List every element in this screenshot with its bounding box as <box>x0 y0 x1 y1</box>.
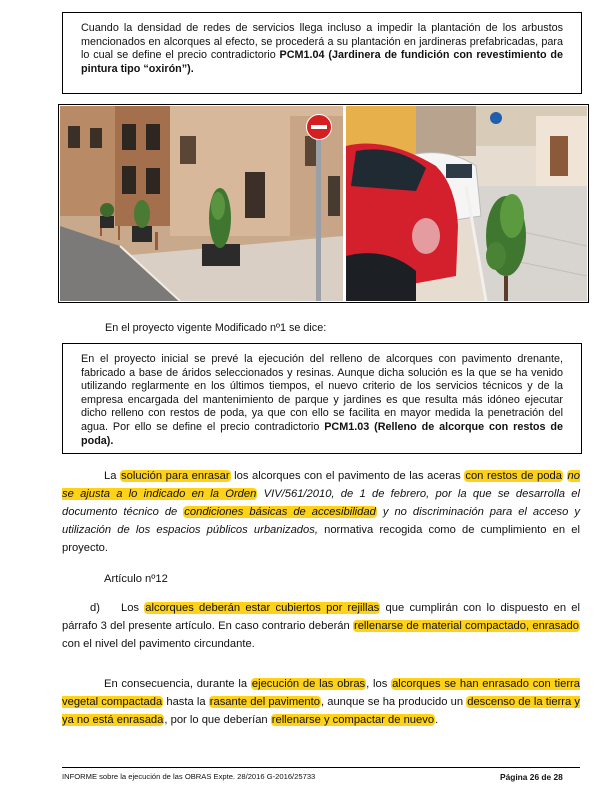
photo-parked-cars-shrub <box>346 106 587 301</box>
quoted-box <box>62 343 582 454</box>
price-code: PCM1.03 <box>324 420 370 433</box>
footer-left: INFORME sobre la ejecución de las OBRAS Expte. 28/2016 G-2016/25733 <box>62 772 316 781</box>
highlight: alcorques se han enrasado con tierra vegetal compactada <box>62 678 580 708</box>
highlight: descenso de la tierra y ya no está enrasada <box>62 696 580 726</box>
article-paragraph: d) Los alcorques deberán estar cubiertos por rejillas que cumplirán con lo dispuesto en el párrafo 3 del presente artículo. En caso contrario deberán rellenarse de material compactado, enrasado con el nivel del pavimento circundante. <box>62 602 580 650</box>
cars-scene-drawing <box>346 106 587 301</box>
highlight: rasante del pavimento <box>209 696 320 708</box>
highlight: alcorques deberán estar cubiertos por rejillas <box>145 602 380 614</box>
highlight: rellenarse de material compactado, enrasado <box>353 620 580 632</box>
paragraph-consequence: En consecuencia, durante la ejecución de las obras, los alcorques se han enrasado con tierra vegetal compactada hasta la rasante del pavimento, aunque se ha producido un descenso de la tierra y ya no está enrasada, por lo que deberían rellenarse y compactar de nuevo. <box>62 678 580 726</box>
price-description: (Jardinera de fundición con revestimiento de pintura tipo “oxirón”). <box>81 49 563 75</box>
footer-rule <box>62 767 580 768</box>
page-number: Página 26 de 28 <box>500 772 563 782</box>
highlight: con restos de poda <box>465 470 562 482</box>
street-scene-drawing <box>60 106 343 301</box>
top-note-text: Cuando la densidad de redes de servicios llega incluso a impedir la plantación de los arbustos mencionados en alcorques al efecto, se procederá a su plantación en jardineras prefabricadas, para lo cual se define el precio contradictorio PCM1.04 (Jardinera de fundición con revestimiento de pintura tipo “oxirón”). <box>81 22 563 75</box>
highlight: rellenarse y compactar de nuevo <box>271 714 435 726</box>
paragraph-accessibility: La solución para enrasar los alcorques con el pavimento de las aceras con restos de poda no se ajusta a lo indicado en la Orden VIV/561/2010, de 1 de febrero, por la que se desarrolla el documento técnico de condiciones básicas de accesibilidad y no discriminación para el acceso y utilización de los espacios públicos urbanizados, normativa recogida como de cumplimiento en el proyecto. <box>62 470 580 554</box>
highlight: solución para enrasar <box>121 470 230 482</box>
intro-line: En el proyecto vigente Modificado nº1 se dice: <box>105 322 327 334</box>
photo-street-planters <box>60 106 343 301</box>
no-entry-sign-icon <box>306 114 332 140</box>
highlight: condiciones básicas de accesibilidad <box>184 506 376 518</box>
highlight: ejecución de las obras <box>251 678 366 690</box>
highlight: no se ajusta a lo indicado en la Orden <box>62 470 580 500</box>
top-note-box <box>62 12 582 94</box>
quoted-text: En el proyecto inicial se prevé la ejecución del relleno de alcorques con pavimento drenante, fabricado a base de áridos seleccionados y resinas. Aunque dicha solución es la que se ha venido utilizando reglarmente en los últimos tiempos, el nuevo criterio de los servicios técnicos y de la empresa encargada del mantenimiento de parque y jardines es que resulta más idóneo ejecutar dicho relleno con restos de poda, ya que con ello se facilita en mayor medida la penetración del agua. Por ello se define el precio contradictorio PCM1.03 (Relleno de alcorque con restos de poda). <box>81 353 564 447</box>
price-description: (Relleno de alcorque con restos de poda). <box>81 420 564 447</box>
price-code: PCM1.04 <box>279 49 325 62</box>
article-title: Artículo nº12 <box>104 573 168 585</box>
